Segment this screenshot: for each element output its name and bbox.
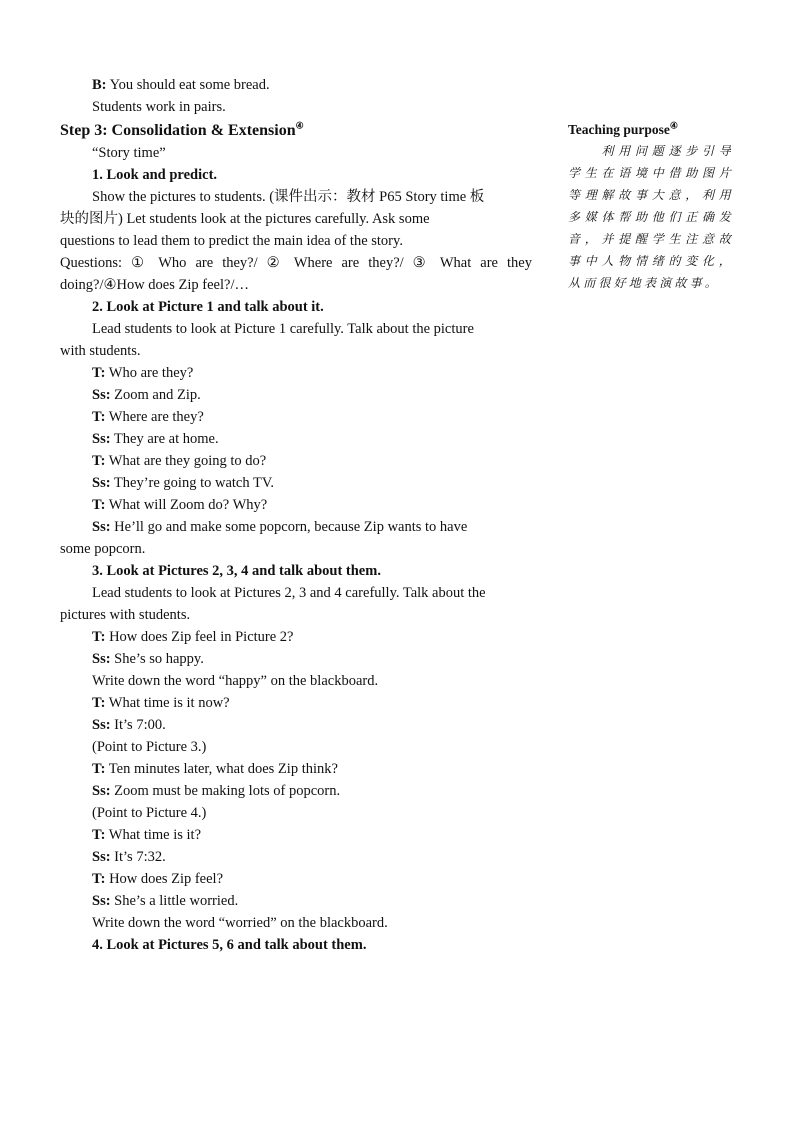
dialogue-text: It’s 7:32. — [110, 849, 166, 865]
dialogue-text: What time is it? — [105, 827, 202, 843]
dialogue-line — [60, 406, 532, 428]
dialogue-text: How does Zip feel in Picture 2? — [105, 629, 294, 645]
paragraph-line: pictures with students. — [60, 607, 191, 623]
dialogue-text: She’s a little worried. — [110, 893, 239, 909]
dialogue — [60, 362, 532, 538]
questions-line: Questions: ① Who are they?/ ② Where are they?/ ③ What are they — [60, 255, 532, 271]
dialogue-line — [60, 626, 532, 648]
instruction-line: (Point to Picture 4.) — [92, 805, 207, 821]
dialogue-text: What will Zoom do? Why? — [105, 497, 268, 513]
paragraph-line: with students. — [60, 343, 141, 359]
dialogue-text: Zoom and Zip. — [110, 387, 201, 403]
dialogue-text: Zoom must be making lots of popcorn. — [110, 783, 341, 799]
speaker-label: Ss: — [92, 651, 111, 667]
dialogue-line — [60, 648, 532, 670]
sidebar-title: Teaching purpose④ — [568, 120, 678, 137]
dialogue-line — [60, 362, 532, 384]
speaker-label: Ss: — [92, 717, 111, 733]
dialogue-line — [60, 692, 532, 714]
dialogue-text: How does Zip feel? — [105, 871, 224, 887]
dialogue-line — [60, 780, 532, 802]
paragraph-line: Lead students to look at Picture 1 carefully. Talk about the picture — [92, 321, 474, 337]
speaker-label: Ss: — [92, 431, 111, 447]
dialogue-text: What are they going to do? — [105, 453, 267, 469]
speaker-label: Ss: — [92, 893, 111, 909]
dialogue — [60, 758, 532, 802]
dialogue-line — [60, 450, 532, 472]
instruction-line: Write down the word “worried” on the blackboard. — [92, 915, 388, 931]
section-heading: 4. Look at Pictures 5, 6 and talk about them. — [92, 937, 367, 953]
speaker-label: T: — [92, 629, 106, 645]
paragraph-line: some popcorn. — [60, 541, 146, 557]
story-time-label: “Story time” — [92, 145, 166, 161]
speaker-label: T: — [92, 497, 106, 513]
speaker-label: T: — [92, 409, 106, 425]
dialogue-line — [60, 384, 532, 406]
instruction-line: Write down the word “happy” on the blackboard. — [92, 673, 379, 689]
section-heading: 3. Look at Pictures 2, 3, 4 and talk about them. — [92, 563, 381, 579]
dialogue — [60, 692, 532, 736]
paragraph-line: Show the pictures to students. (课件出示：教材 P65 Story time 板 — [92, 189, 485, 205]
footnote-mark: ④ — [295, 120, 304, 131]
dialogue-text: He’ll go and make some popcorn, because Zip wants to have — [110, 519, 468, 535]
speaker-label: Ss: — [92, 849, 111, 865]
paragraph-line: 块的图片) Let students look at the pictures carefully. Ask some — [60, 211, 430, 227]
speaker-label: T: — [92, 761, 106, 777]
dialogue-line — [60, 868, 532, 890]
dialogue-text: Ten minutes later, what does Zip think? — [105, 761, 338, 777]
dialogue-line — [60, 714, 532, 736]
dialogue-text: It’s 7:00. — [110, 717, 166, 733]
speaker-label: T: — [92, 695, 106, 711]
paragraph-line: questions to lead them to predict the main idea of the story. — [60, 233, 403, 249]
dialogue-text: Where are they? — [105, 409, 204, 425]
dialogue-line — [60, 494, 532, 516]
step-title: Step 3: Consolidation & Extension④ — [60, 120, 304, 139]
paragraph-line: Lead students to look at Pictures 2, 3 and 4 carefully. Talk about the — [92, 585, 486, 601]
instruction-line: (Point to Picture 3.) — [92, 739, 207, 755]
questions-line: doing?/④How does Zip feel?/… — [60, 277, 249, 293]
footnote-mark: ④ — [669, 120, 678, 131]
speaker-label: T: — [92, 827, 106, 843]
speaker-label: Ss: — [92, 783, 111, 799]
section-heading: 1. Look and predict. — [92, 167, 218, 183]
speaker-label: Ss: — [92, 387, 111, 403]
dialogue — [60, 626, 532, 670]
speaker-label: T: — [92, 365, 106, 381]
speaker-label: Ss: — [92, 475, 111, 491]
section-heading: 2. Look at Picture 1 and talk about it. — [92, 299, 324, 315]
dialogue-text: Who are they? — [105, 365, 194, 381]
dialogue-text: What time is it now? — [105, 695, 230, 711]
lesson-plan-main — [60, 74, 532, 956]
pairs-line: Students work in pairs. — [92, 99, 226, 115]
dialogue-line — [60, 824, 532, 846]
dialogue-line — [60, 890, 532, 912]
dialogue-text: She’s so happy. — [110, 651, 204, 667]
teaching-purpose-sidebar — [568, 120, 734, 294]
dialogue — [60, 824, 532, 912]
dialogue-line — [60, 472, 532, 494]
dialogue-text: They’re going to watch TV. — [110, 475, 275, 491]
speaker-label: Ss: — [92, 519, 111, 535]
dialogue-line — [60, 846, 532, 868]
sidebar-text: 利用问题逐步引导学生在语境中借助图片等理解故事大意，利用多媒体帮助他们正确发音，并提醒学生注意故事中人物情绪的变化，从而很好地表演故事。 — [568, 144, 734, 290]
dialogue-line — [60, 758, 532, 780]
speaker-label: T: — [92, 453, 106, 469]
dialogue-line — [60, 428, 532, 450]
dialogue-text: They are at home. — [110, 431, 219, 447]
dialogue-line: B: You should eat some bread. — [92, 77, 270, 93]
dialogue-line — [60, 516, 532, 538]
speaker-label: T: — [92, 871, 106, 887]
